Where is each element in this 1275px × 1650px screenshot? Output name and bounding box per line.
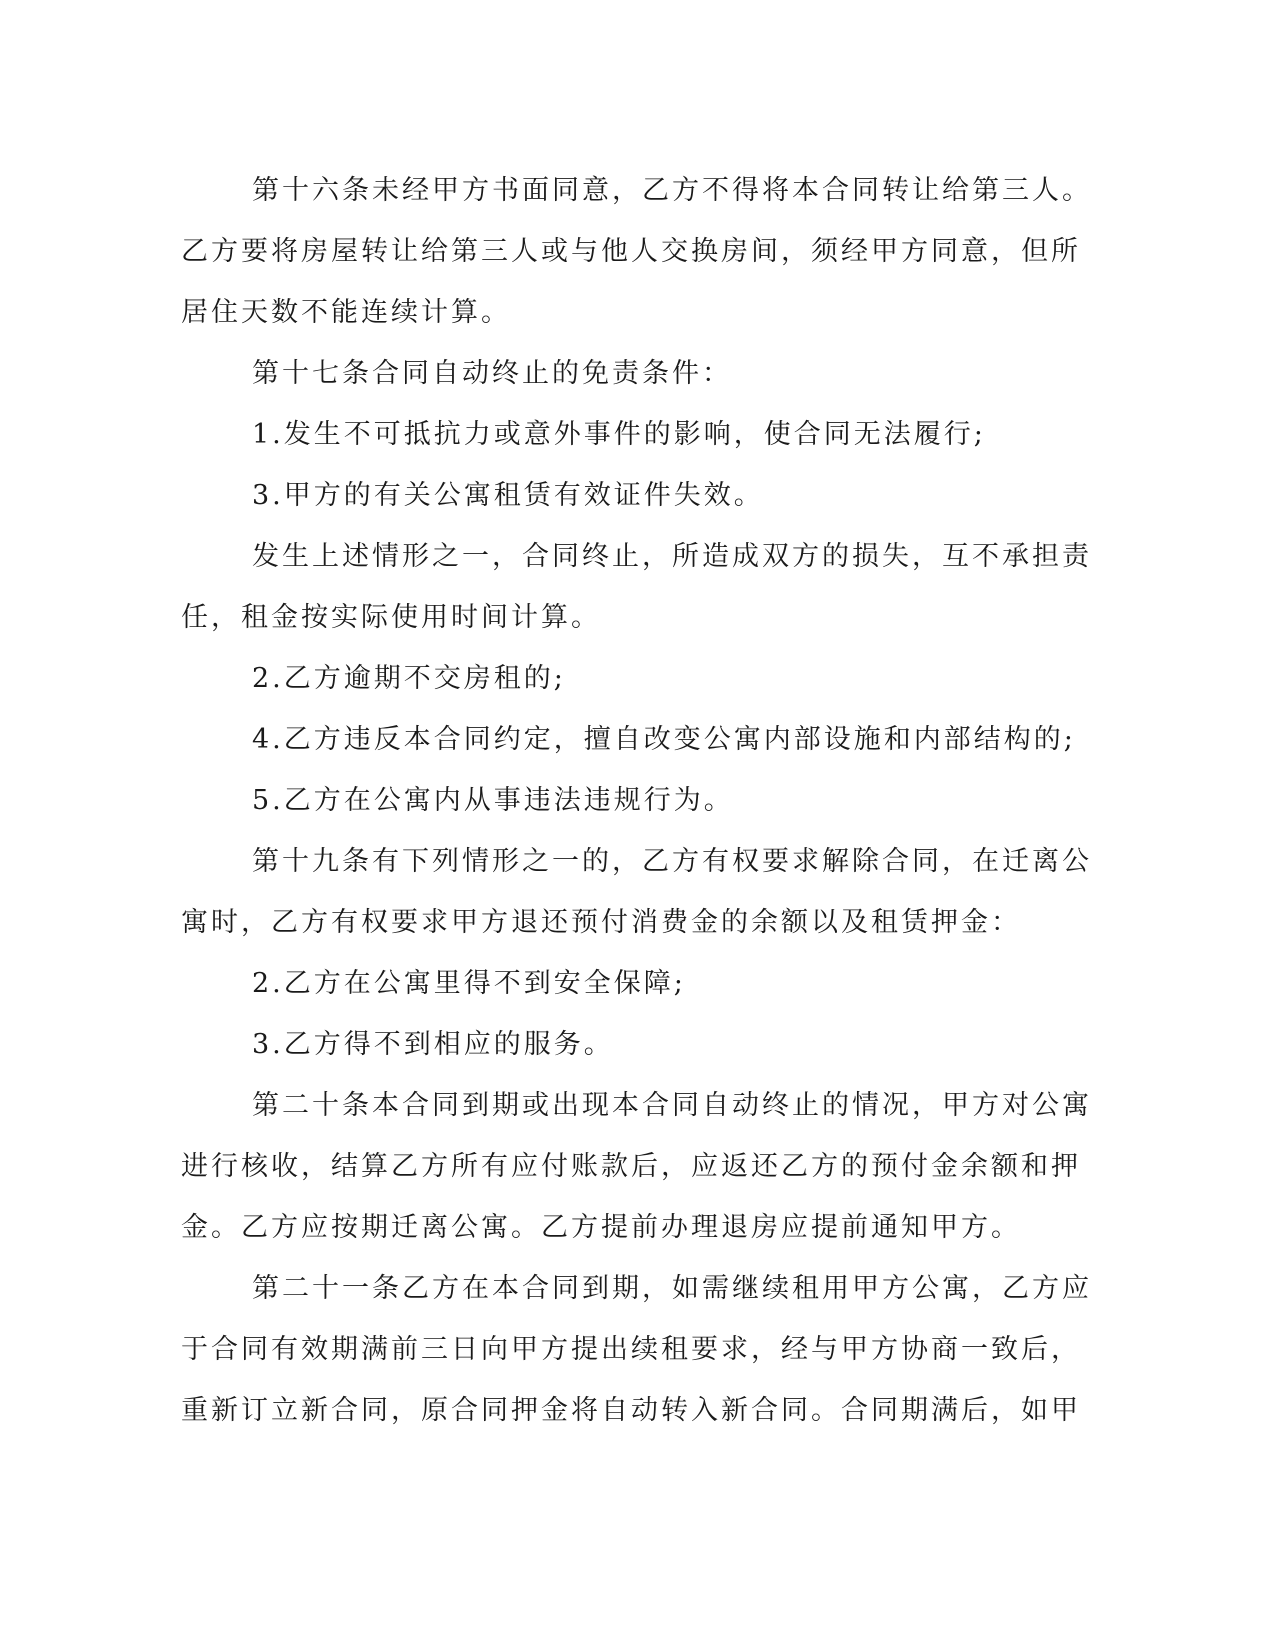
paragraph-line-article-19: 第十九条有下列情形之一的，乙方有权要求解除合同，在迁离公 — [252, 846, 1092, 877]
paragraph-line: 任，租金按实际使用时间计算。 — [181, 602, 601, 633]
paragraph-line-article-20: 第二十条本合同到期或出现本合同自动终止的情况，甲方对公寓 — [252, 1090, 1092, 1121]
paragraph-line: 寓时，乙方有权要求甲方退还预付消费金的余额以及租赁押金： — [181, 907, 1021, 938]
paragraph-line: 乙方要将房屋转让给第三人或与他人交换房间，须经甲方同意，但所 — [181, 236, 1081, 267]
paragraph-line: 发生上述情形之一，合同终止，所造成双方的损失，互不承担责 — [252, 541, 1092, 572]
paragraph-line: 重新订立新合同，原合同押金将自动转入新合同。合同期满后，如甲 — [181, 1395, 1081, 1426]
paragraph-line: 进行核收，结算乙方所有应付账款后，应返还乙方的预付金余额和押 — [181, 1151, 1081, 1182]
list-item: 3.乙方得不到相应的服务。 — [252, 1029, 614, 1060]
document-body — [181, 160, 1092, 1441]
list-item: 1.发生不可抵抗力或意外事件的影响，使合同无法履行; — [252, 419, 986, 450]
list-item: 3.甲方的有关公寓租赁有效证件失效。 — [252, 480, 764, 511]
paragraph-line: 金。乙方应按期迁离公寓。乙方提前办理退房应提前通知甲方。 — [181, 1212, 1021, 1243]
list-item: 4.乙方违反本合同约定，擅自改变公寓内部设施和内部结构的; — [252, 724, 1076, 755]
paragraph-line: 于合同有效期满前三日向甲方提出续租要求，经与甲方协商一致后， — [181, 1334, 1081, 1365]
paragraph-line-article-17: 第十七条合同自动终止的免责条件： — [252, 358, 732, 389]
list-item: 2.乙方逾期不交房租的; — [252, 663, 566, 694]
list-item: 2.乙方在公寓里得不到安全保障; — [252, 968, 686, 999]
paragraph-line-article-16: 第十六条未经甲方书面同意，乙方不得将本合同转让给第三人。 — [252, 175, 1092, 206]
paragraph-line-article-21: 第二十一条乙方在本合同到期，如需继续租用甲方公寓，乙方应 — [252, 1273, 1092, 1304]
paragraph-line: 居住天数不能连续计算。 — [181, 297, 511, 328]
list-item: 5.乙方在公寓内从事违法违规行为。 — [252, 785, 734, 816]
